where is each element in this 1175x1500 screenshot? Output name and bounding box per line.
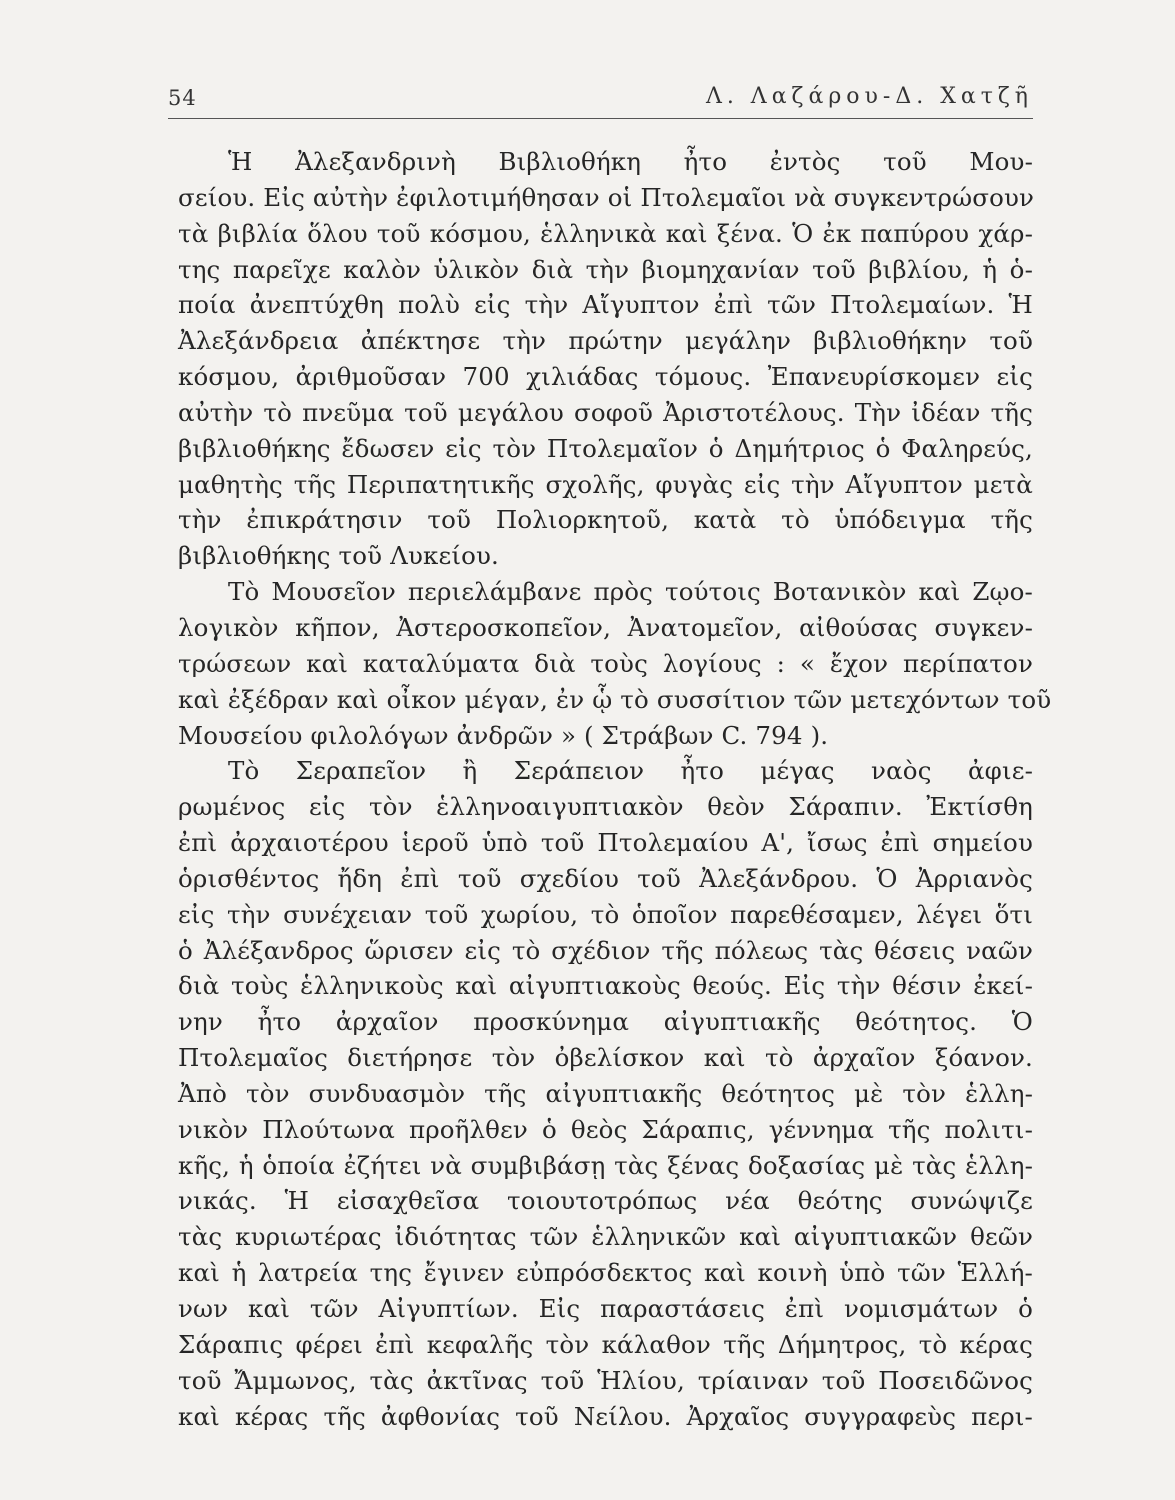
paragraph-museum xyxy=(178,574,1052,753)
text-line: σείου. Εἰς αὐτὴν ἐφιλοτιμήθησαν οἱ Πτολεμαῖοι νὰ συγκεντρώσουν xyxy=(178,182,1035,212)
paragraph-serapeum xyxy=(178,753,1033,1434)
paragraph-library xyxy=(178,144,1033,574)
text-line: τὰ βιβλία ὅλου τοῦ κόσμου, ἑλληνικὰ καὶ ξένα. Ὁ ἐκ παπύρου χάρ- xyxy=(178,218,1033,248)
text-line: Ἡ Ἀλεξανδρινὴ Βιβλιοθήκη ἦτο ἐντὸς τοῦ Μου- xyxy=(228,147,1033,176)
body-text xyxy=(178,144,1052,1434)
text-line: τρώσεων καὶ καταλύματα διὰ τοὺς λογίους : « ἔχον περίπατον xyxy=(178,648,1033,678)
text-line: καὶ κέρας τῆς ἀφθονίας τοῦ Νείλου. Ἀρχαῖος συγγραφεὺς περι- xyxy=(178,1401,1033,1431)
text-line: Τὸ Σεραπεῖον ἢ Σεράπειον ἦτο μέγας ναὸς ἀφιε- xyxy=(228,756,1033,786)
text-line: Ἀπὸ τὸν συνδυασμὸν τῆς αἰγυπτιακῆς θεότητος μὲ τὸν ἑλλη- xyxy=(178,1078,1033,1108)
text-line: τὴν ἐπικράτησιν τοῦ Πολιορκητοῦ, κατὰ τὸ ὑπόδειγμα τῆς xyxy=(178,505,1033,535)
text-line: Σάραπις φέρει ἐπὶ κεφαλῆς τὸν κάλαθον τῆς Δήμητρος, τὸ κέρας xyxy=(178,1329,1033,1359)
page-number: 54 xyxy=(168,86,197,110)
text-line: αὐτὴν τὸ πνεῦμα τοῦ μεγάλου σοφοῦ Ἀριστοτέλους. Τὴν ἰδέαν τῆς xyxy=(178,397,1033,427)
header-rule xyxy=(168,118,1033,119)
text-line: ρωμένος εἰς τὸν ἑλληνοαιγυπτιακὸν θεὸν Σάραπιν. Ἐκτίσθη xyxy=(178,792,1033,822)
text-line: τοῦ Ἄμμωνος, τὰς ἀκτῖνας τοῦ Ἡλίου, τρίαιναν τοῦ Ποσειδῶνος xyxy=(178,1365,1033,1395)
text-line: διὰ τοὺς ἑλληνικοὺς καὶ αἰγυπτιακοὺς θεούς. Εἰς τὴν θέσιν ἐκεί- xyxy=(178,971,1033,1001)
running-head: Λ. Λαζάρου-Δ. Χατζῆ xyxy=(705,84,1033,109)
text-line: νικὸν Πλούτωνα προῆλθεν ὁ θεὸς Σάραπις, γέννημα τῆς πολιτι- xyxy=(178,1114,1033,1144)
text-line: εἰς τὴν συνέχειαν τοῦ χωρίου, τὸ ὁποῖον παρεθέσαμεν, λέγει ὅτι xyxy=(178,899,1033,929)
text-line: Ἀλεξάνδρεια ἀπέκτησε τὴν πρώτην μεγάλην βιβλιοθήκην τοῦ xyxy=(178,326,1033,356)
text-line: νων καὶ τῶν Αἰγυπτίων. Εἰς παραστάσεις ἐπὶ νομισμάτων ὁ xyxy=(178,1294,1033,1323)
page-header xyxy=(168,78,1033,118)
text-line: Πτολεμαῖος διετήρησε τὸν ὀβελίσκον καὶ τὸ ἀρχαῖον ξόανον. xyxy=(178,1043,1033,1073)
text-line: βιβλιοθήκης ἔδωσεν εἰς τὸν Πτολεμαῖον ὁ Δημήτριος ὁ Φαληρεύς, xyxy=(178,433,1033,463)
text-line: Τὸ Μουσεῖον περιελάμβανε πρὸς τούτοις Βοτανικὸν καὶ Ζῳο- xyxy=(228,577,1033,607)
text-line: νικάς. Ἡ εἰσαχθεῖσα τοιουτοτρόπως νέα θεότης συνώψιζε xyxy=(178,1186,1033,1216)
text-line: ὁρισθέντος ἤδη ἐπὶ τοῦ σχεδίου τοῦ Ἀλεξάνδρου. Ὁ Ἀρριανὸς xyxy=(178,863,1033,893)
text-line: τὰς κυριωτέρας ἰδιότητας τῶν ἑλληνικῶν καὶ αἰγυπτιακῶν θεῶν xyxy=(178,1222,1033,1252)
text-line: βιβλιοθήκης τοῦ Λυκείου. xyxy=(178,541,499,571)
text-line: Μουσείου φιλολόγων ἀνδρῶν » ( Στράβων C. 794 ). xyxy=(178,720,829,750)
text-line: ὁ Ἀλέξανδρος ὥρισεν εἰς τὸ σχέδιον τῆς πόλεως τὰς θέσεις ναῶν xyxy=(178,935,1033,965)
text-line: καὶ ἡ λατρεία της ἔγινεν εὐπρόσδεκτος καὶ κοινὴ ὑπὸ τῶν Ἑλλή- xyxy=(178,1258,1033,1288)
text-line: λογικὸν κῆπον, Ἀστεροσκοπεῖον, Ἀνατομεῖον, αἰθούσας συγκεν- xyxy=(178,612,1033,642)
text-line: ἐπὶ ἀρχαιοτέρου ἱεροῦ ὑπὸ τοῦ Πτολεμαίου Α', ἴσως ἐπὶ σημείου xyxy=(178,828,1033,858)
text-line: καὶ ἐξέδραν καὶ οἶκον μέγαν, ἐν ᾧ τὸ συσσίτιον τῶν μετεχόντων τοῦ xyxy=(178,684,1052,714)
text-line: ποία ἀνεπτύχθη πολὺ εἰς τὴν Αἴγυπτον ἐπὶ τῶν Πτολεμαίων. Ἡ xyxy=(178,290,1033,320)
text-line: κῆς, ἡ ὁποία ἐζήτει νὰ συμβιβάσῃ τὰς ξένας δοξασίας μὲ τὰς ἑλλη- xyxy=(178,1150,1033,1180)
text-line: μαθητὴς τῆς Περιπατητικῆς σχολῆς, φυγὰς εἰς τὴν Αἴγυπτον μετὰ xyxy=(178,469,1033,499)
text-line: νην ἦτο ἀρχαῖον προσκύνημα αἰγυπτιακῆς θεότητος. Ὁ xyxy=(178,1007,1033,1037)
text-line: κόσμου, ἀριθμοῦσαν 700 χιλιάδας τόμους. Ἐπανευρίσκομεν εἰς xyxy=(178,362,1033,392)
text-line: της παρεῖχε καλὸν ὑλικὸν διὰ τὴν βιομηχανίαν τοῦ βιβλίου, ἡ ὁ- xyxy=(178,254,1033,284)
